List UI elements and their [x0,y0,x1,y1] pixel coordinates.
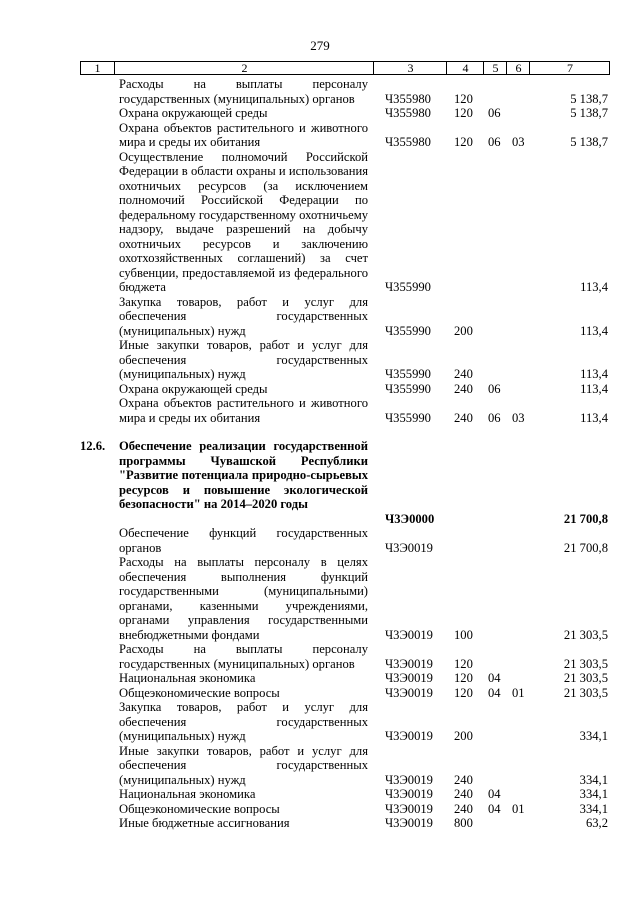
header-col-1: 1 [94,61,101,75]
row-amount: 334,1 [579,801,608,816]
row-expense-type: 240 [454,381,473,396]
row-amount: 334,1 [579,729,608,743]
header-col-7: 7 [529,62,610,74]
table-row [0,150,640,295]
row-subsection: 01 [512,801,525,816]
row-subsection: 03 [512,135,525,149]
table-row [0,526,640,555]
row-amount: 21 303,5 [563,685,608,700]
row-description: Обеспечение функций государственных органов [119,526,368,555]
table-row [0,77,640,106]
row-amount: 113,4 [580,323,608,338]
row-expense-type: 200 [454,729,473,743]
row-subsection: 03 [512,410,525,425]
row-expense-type: 200 [454,323,473,338]
row-code: Ч355990 [385,280,431,294]
row-amount: 5 138,7 [570,106,608,120]
table-row [0,396,640,425]
header-col-2: 2 [114,62,374,74]
row-description: Иные закупки товаров, работ и услуг для обеспечения государственных (муниципальных) нужд [119,338,368,381]
table-row [0,642,640,671]
row-expense-type: 240 [454,801,473,816]
row-amount: 334,1 [579,787,608,801]
row-section: 06 [488,410,501,425]
row-subsection: 01 [512,685,525,700]
row-amount: 113,4 [580,280,608,294]
row-amount: 113,4 [580,410,608,425]
row-amount: 21 303,5 [563,627,608,642]
row-expense-type: 120 [454,671,473,685]
table-row [0,382,640,397]
row-description: Иные закупки товаров, работ и услуг для обеспечения государственных (муниципальных) нужд [119,743,368,787]
row-expense-type: 100 [454,627,473,642]
row-expense-type: 800 [454,816,473,830]
row-expense-type: 240 [454,367,473,381]
table-row [0,671,640,686]
row-code: Ч3Э0019 [385,787,433,801]
row-description: Расходы на выплаты персоналу в целях обеспечения выполнения функций государственными (муниципальными) органами, казенными учреждениями, органами управления государственными внебюджетными фондами [119,555,368,642]
row-code: Ч3Э0019 [385,671,433,685]
row-section: 04 [488,787,501,801]
row-code: Ч355990 [385,381,431,396]
header-col-4: 4 [446,62,484,74]
table-row [0,744,640,788]
row-code: Ч3Э0019 [385,656,433,671]
row-code: Ч355980 [385,106,431,120]
row-code: Ч3Э0019 [385,685,433,700]
row-expense-type: 240 [454,772,473,787]
table-row [0,121,640,150]
row-code: Ч3Э0019 [385,772,433,787]
header-col-5: 5 [483,62,507,74]
row-description: Охрана объектов растительного и животного мира и среды их обитания [119,120,368,149]
row-expense-type: 120 [454,685,473,700]
row-amount: 21 700,8 [563,540,608,555]
row-amount: 5 138,7 [570,91,608,106]
row-amount: 63,2 [585,816,608,830]
row-description: Осуществление полномочий Российской Федерации в области охраны и использования охотничьих ресурсов (за исключением полномочий Российской Федерации по федеральному государственному охотничьему надзору, выдаче разрешений на добычу охотничьих ресурсов и заключению охотхозяйственных соглашений) за счет субвенции, предоставляемой из федерального бюджета [119,149,368,294]
row-code: Ч3Э0019 [385,540,433,555]
row-amount: 5 138,7 [570,135,608,149]
row-description: Национальная экономика [119,787,256,801]
row-description: Обеспечение реализации государственной программы Чувашской Республики "Развитие потенциала природно-сырьевых ресурсов и повышение экологической безопасности" на 2014–2020 годы [119,439,368,511]
row-expense-type: 120 [454,656,473,671]
row-amount: 21 303,5 [563,671,608,685]
row-code: Ч3Э0000 [385,511,435,526]
row-code: Ч3Э0019 [385,816,433,830]
row-code: Ч355980 [385,91,431,106]
row-description: Охрана окружающей среды [119,106,268,120]
row-description: Общеэкономические вопросы [119,801,280,816]
row-number: 12.6. [80,439,106,453]
row-code: Ч355980 [385,135,431,149]
row-description: Охрана объектов растительного и животного мира и среды их обитания [119,396,368,425]
row-description: Закупка товаров, работ и услуг для обеспечения государственных (муниципальных) нужд [119,700,368,743]
row-code: Ч355990 [385,323,431,338]
row-description: Охрана окружающей среды [119,381,268,396]
row-section: 06 [488,106,501,120]
page-number: 279 [310,38,330,53]
header-col-3: 3 [373,62,447,74]
table-row [0,816,640,831]
row-code: Ч3Э0019 [385,729,433,743]
table-row [0,106,640,121]
table-row [0,700,640,744]
header-col-6: 6 [506,62,530,74]
row-description: Общеэкономические вопросы [119,685,280,700]
row-description: Закупка товаров, работ и услуг для обеспечения государственных (муниципальных) нужд [119,294,368,338]
row-expense-type: 240 [454,410,473,425]
table-row [0,555,640,642]
row-amount: 334,1 [579,772,608,787]
row-section: 06 [488,381,501,396]
table-row [0,686,640,701]
row-section: 04 [488,801,501,816]
row-description: Расходы на выплаты персоналу государственных (муниципальных) органов [119,77,368,106]
row-expense-type: 120 [454,91,473,106]
row-expense-type: 240 [454,787,473,801]
row-section: 04 [488,671,501,685]
table-row [0,787,640,802]
table-row [0,295,640,339]
row-section: 04 [488,685,501,700]
table-row [0,338,640,382]
row-code: Ч355990 [385,410,431,425]
row-code: Ч355990 [385,367,431,381]
row-amount: 113,4 [580,381,608,396]
table-header [80,61,610,75]
row-description: Национальная экономика [119,671,256,685]
row-amount: 21 303,5 [563,656,608,671]
row-description: Расходы на выплаты персоналу государственных (муниципальных) органов [119,642,368,671]
row-amount: 21 700,8 [563,511,608,526]
row-expense-type: 120 [454,106,473,120]
row-expense-type: 120 [454,135,473,149]
row-code: Ч3Э0019 [385,801,433,816]
table-row [0,802,640,817]
row-code: Ч3Э0019 [385,627,433,642]
row-amount: 113,4 [580,367,608,381]
row-section: 06 [488,135,501,149]
row-description: Иные бюджетные ассигнования [119,816,290,830]
table-row [0,439,640,526]
table-body [0,77,640,831]
